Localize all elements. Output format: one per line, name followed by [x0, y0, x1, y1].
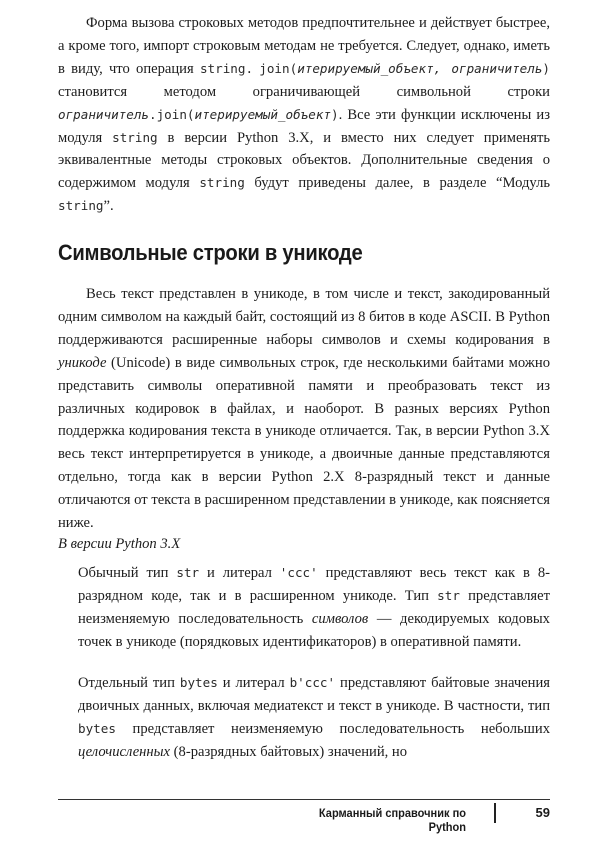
bytes-type-paragraph: Отдельный тип bytes и литерал b'ccc' представляют байтовые значения двоичных данных, включая медиатекст и текст в уникоде. В частности, тип bytes представляет неизменяемую последовательность небольших целочисленных (8-разрядных байтовых) значений, но — [78, 675, 550, 760]
str-type-paragraph: Обычный тип str и литерал 'ccc' представляют весь текст как в 8-разрядном коде, так и в расширенном уникоде. Тип str представляет неизменяемую последовательность символов — декодируемых кодовых точек в уникоде (порядковых идентификаторов) в оперативной памяти. — [78, 565, 550, 650]
intro-paragraph: Форма вызова строковых методов предпочтительнее и действует быстрее, а кроме того, импорт строковым методам не требуется. Следует, однако, иметь в виду, что операция string. join(итерируемый_объект, ограничитель) становится методом ограничивающей символьной строки ограничитель.join(итерируемый_объект). Все эти функции исключены из модуля string в версии Python 3.X, и вместо них следует применять эквивалентные методы строковых объектов. Дополнительные сведения о содержимом модуля string будут приведены далее, в разделе “Модуль string”. — [58, 15, 551, 215]
footer-separator — [494, 803, 496, 823]
page-number: 59 — [535, 805, 550, 820]
python3-subheading: В версии Python 3.X — [58, 536, 181, 552]
footer-rule — [58, 799, 550, 800]
footer-book-title: Карманный справочник по Python — [318, 806, 466, 834]
section-heading: Символьные строки в уникоде — [58, 240, 363, 265]
unicode-paragraph: Весь текст представлен в уникоде, в том числе и текст, закодированный одним символом на каждый байт, состоящий из 8 битов в коде ASCII. В Python поддерживаются расширенные наборы символов и схемы кодирования в уникоде (Unicode) в виде символьных строк, где несколькими байтами можно представить символы оперативной памяти и преобразовать текст из различных кодировок в файлах, и наоборот. В разных версиях Python поддержка кодирования текста в уникоде отличается. Так, в версии Python 3.X весь текст интерпретируется в уникоде, а двоичные данные представляются отдельно, тогда как в версии Python 2.X 8-разрядный текст и данные отличаются от текста в расширенном представлении в уникоде, как поясняется ниже. — [58, 286, 550, 532]
